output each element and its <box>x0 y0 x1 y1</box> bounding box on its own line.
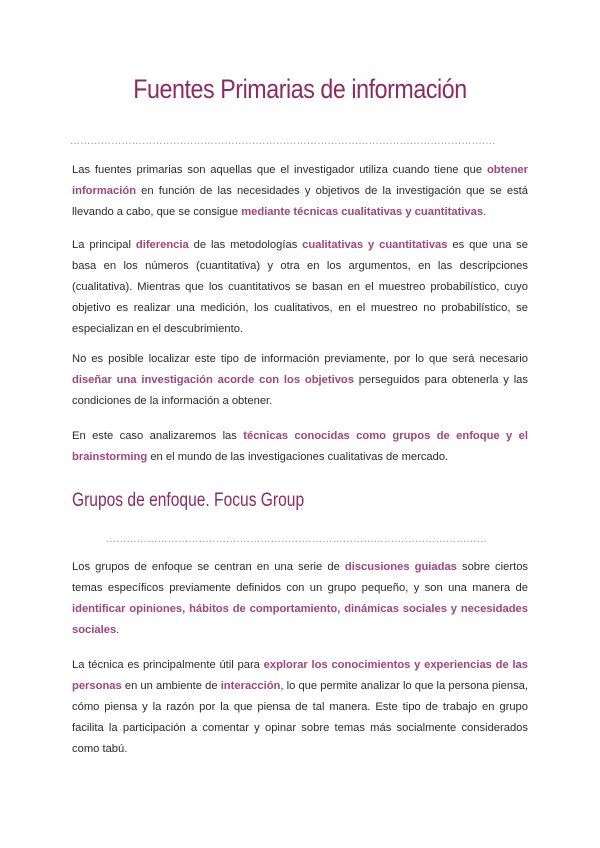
text: , lo que permite analizar lo que la persona piensa, cómo piensa y la razón por la que piensa de tal manera. Este tipo de trabajo en grupo facilita la participación a comentar y opinar sobre temas más socialmente considerados como tabú. <box>72 680 528 755</box>
text: es que una se basa en los números (cuantitativa) y otra en los argumentos, en las descripciones (cualitativa). Mientras que los cuantitativos se basan en el muestreo probabilístico, cuyo objetivo es realizar una medición, los cualitativos, en el muestreo no probabilístico, se especializan en el descubrimiento. <box>72 239 528 335</box>
text: No es posible localizar este tipo de información previamente, por lo que será necesario <box>72 353 528 365</box>
highlight: diseñar una investigación acorde con los objetivos <box>72 374 354 386</box>
text: La principal <box>72 239 136 251</box>
highlight: cualitativas y cuantitativas <box>302 239 448 251</box>
text: en un ambiente de <box>121 680 221 692</box>
text: . <box>116 624 120 636</box>
highlight: mediante técnicas cualitativas y cuantitativas <box>241 206 484 218</box>
dotted-divider: ……………………………………………………………………………………………………………. <box>70 136 496 147</box>
text: En este caso analizaremos las <box>72 430 244 442</box>
highlight: diferencia <box>135 239 189 251</box>
text: . <box>483 206 487 218</box>
highlight: obtener información <box>72 164 528 197</box>
paragraph-1 <box>72 160 528 223</box>
text: en función de las necesidades y objetivos de la investigación que se está llevando a cabo, que se consigue <box>72 185 528 218</box>
text: Los grupos de enfoque se centran en una serie de <box>72 561 345 573</box>
paragraph-2 <box>72 235 528 340</box>
highlight: interacción <box>220 680 281 692</box>
highlight: identificar opiniones, hábitos de comportamiento, dinámicas sociales y necesidades sociales <box>72 603 528 636</box>
highlight: discusiones guiadas <box>344 561 457 573</box>
text: La técnica es principalmente útil para <box>72 659 264 671</box>
paragraph-4 <box>72 426 528 468</box>
text: de las metodologías <box>188 239 303 251</box>
text: sobre ciertos temas específicos previamente definidos con un grupo pequeño, y son una manera de <box>72 561 529 594</box>
paragraph-5 <box>72 557 528 641</box>
text: perseguidos para obtenerla y las condiciones de la información a obtener. <box>72 374 528 407</box>
section-heading: Grupos de enfoque. Focus Group <box>72 490 305 511</box>
highlight: técnicas conocidas como grupos de enfoque y el brainstorming <box>72 430 528 463</box>
text: Las fuentes primarias son aquellas que el investigador utiliza cuando tiene que <box>72 164 487 176</box>
highlight: explorar los conocimientos y experiencias de las personas <box>72 659 528 692</box>
text: en el mundo de las investigaciones cualitativas de mercado. <box>147 451 449 463</box>
paragraph-3 <box>72 349 528 412</box>
dotted-divider: ………………………………………………………………………………………………… <box>106 534 488 545</box>
page-title: Fuentes Primarias de información <box>133 74 467 104</box>
paragraph-6 <box>72 655 528 760</box>
